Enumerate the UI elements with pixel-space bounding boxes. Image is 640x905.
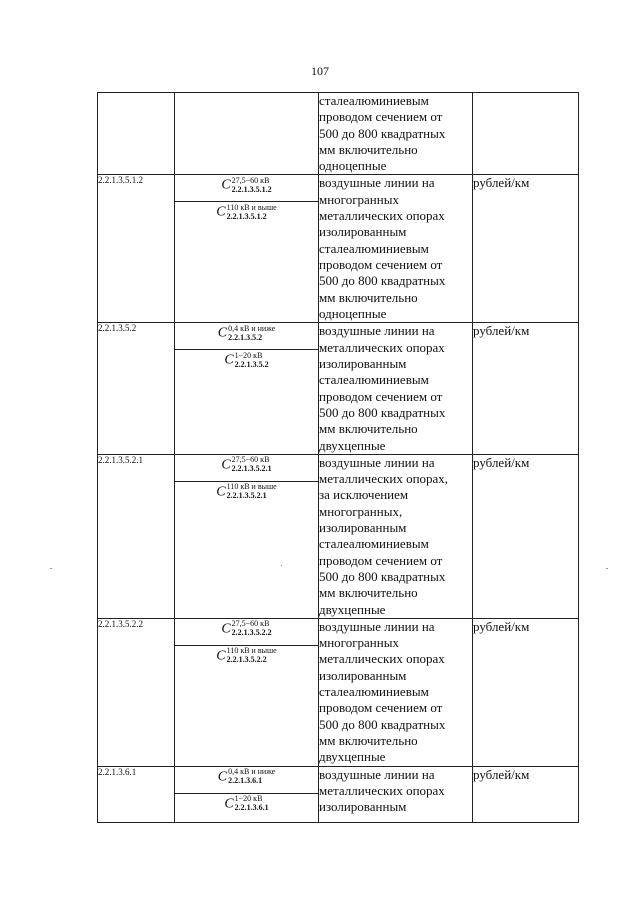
cost-symbol — [175, 768, 318, 786]
symbol-letter: C — [221, 177, 231, 193]
symbol-cell — [175, 618, 319, 766]
description-line: 500 до 800 квадратных — [319, 716, 446, 732]
description-line: за исключением — [319, 487, 409, 503]
cost-symbol — [175, 176, 318, 194]
symbol-letter: C — [216, 484, 226, 500]
row-description — [319, 175, 473, 323]
cost-symbol — [175, 483, 318, 501]
symbol-superscript: 27,5−60 кВ — [231, 175, 270, 185]
table-row — [98, 454, 579, 618]
table-body — [98, 93, 579, 823]
description-line: мм включительно — [319, 732, 418, 748]
description-line: металлических опорах, — [319, 471, 449, 487]
row-unit: рублей/км — [473, 454, 579, 618]
symbol-cell — [175, 175, 319, 323]
symbol-subscript: 2.2.1.3.5.2.1 — [226, 491, 267, 501]
cost-symbol — [175, 203, 318, 221]
description-line: проводом сечением от — [319, 109, 443, 125]
symbol-superscript: 110 кВ и выше — [226, 482, 277, 492]
symbol-letter: C — [217, 769, 228, 785]
row-unit: рублей/км — [473, 766, 579, 822]
cost-symbol — [175, 351, 318, 369]
row-code: 2.2.1.3.5.1.2 — [98, 175, 175, 323]
symbol-letter: C — [217, 325, 228, 341]
row-description — [319, 323, 473, 454]
description-line: мм включительно — [319, 289, 418, 305]
symbol-cell — [175, 323, 319, 454]
tariff-table — [97, 92, 579, 823]
symbol-superscript: 1−20 кВ — [234, 350, 263, 360]
table-row — [98, 175, 579, 323]
description-line: многогранных — [319, 191, 399, 207]
table-row — [98, 93, 579, 175]
symbol-subscript: 2.2.1.3.5.2.2 — [226, 655, 267, 665]
description-line: изолированным — [319, 356, 407, 372]
row-code: 2.2.1.3.5.2 — [98, 323, 175, 454]
description-line: сталеалюминиевым — [319, 372, 429, 388]
symbol-cell — [175, 766, 319, 822]
row-code: 2.2.1.3.5.2.2 — [98, 618, 175, 766]
description-line: проводом сечением от — [319, 388, 443, 404]
description-line: мм включительно — [319, 141, 418, 157]
scan-dot — [281, 565, 282, 566]
symbol-letter: C — [216, 648, 226, 664]
description-line: двухцепные — [319, 601, 386, 617]
symbol-superscript: 0,4 кВ и ниже — [228, 767, 276, 777]
table-row — [98, 766, 579, 822]
description-line: изолированным — [319, 224, 407, 240]
symbol-superscript: 110 кВ и выше — [226, 646, 277, 656]
description-line: мм включительно — [319, 585, 418, 601]
description-line: металлических опорах — [319, 339, 445, 355]
symbol-subscript: 2.2.1.3.5.1.2 — [231, 184, 272, 194]
scan-mark-right — [606, 568, 608, 569]
description-line: проводом сечением от — [319, 256, 443, 272]
row-description — [319, 618, 473, 766]
description-line: металлических опорах — [319, 208, 445, 224]
row-description — [319, 766, 473, 822]
symbol-letter: C — [221, 457, 231, 473]
cost-symbol — [175, 456, 318, 474]
description-line: изолированным — [319, 520, 407, 536]
symbol-subscript: 2.2.1.3.5.2.2 — [231, 628, 272, 638]
description-line: двухцепные — [319, 437, 386, 453]
description-line: сталеалюминиевым — [319, 684, 429, 700]
symbol-letter: C — [216, 204, 226, 220]
symbol-superscript: 1−20 кВ — [234, 794, 263, 804]
row-code: 2.2.1.3.6.1 — [98, 766, 175, 822]
row-description — [319, 93, 473, 175]
symbol-subscript: 2.2.1.3.5.1.2 — [226, 211, 267, 221]
row-code: 2.2.1.3.5.2.1 — [98, 454, 175, 618]
symbol-superscript: 27,5−60 кВ — [231, 455, 270, 465]
symbol-letter: C — [224, 352, 234, 368]
description-line: сталеалюминиевым — [319, 93, 429, 108]
row-unit: рублей/км — [473, 618, 579, 766]
row-description — [319, 454, 473, 618]
table-row — [98, 618, 579, 766]
cost-symbol — [175, 620, 318, 638]
symbol-subscript: 2.2.1.3.6.1 — [234, 803, 269, 813]
description-line: проводом сечением от — [319, 552, 443, 568]
symbol-cell — [175, 93, 319, 175]
description-line: сталеалюминиевым — [319, 240, 429, 256]
description-line: двухцепные — [319, 749, 386, 765]
description-line: одноцепные — [319, 305, 387, 321]
description-line: воздушные линии на — [319, 323, 435, 339]
description-line: 500 до 800 квадратных — [319, 404, 446, 420]
description-line: металлических опорах — [319, 651, 445, 667]
row-code — [98, 93, 175, 175]
description-line: одноцепные — [319, 158, 387, 174]
symbol-superscript: 0,4 кВ и ниже — [228, 323, 276, 333]
symbol-subscript: 2.2.1.3.5.2.1 — [231, 464, 272, 474]
row-unit: рублей/км — [473, 323, 579, 454]
cost-symbol — [175, 324, 318, 342]
table-row — [98, 323, 579, 454]
description-line: многогранных — [319, 635, 399, 651]
description-line: 500 до 800 квадратных — [319, 273, 446, 289]
scan-mark-left — [50, 568, 52, 569]
symbol-subscript: 2.2.1.3.6.1 — [228, 776, 263, 786]
description-line: воздушные линии на — [319, 618, 435, 634]
description-line: воздушные линии на — [319, 454, 435, 470]
description-line: металлических опорах — [319, 783, 445, 799]
description-line: воздушные линии на — [319, 766, 435, 782]
description-line: воздушные линии на — [319, 175, 435, 191]
symbol-superscript: 110 кВ и выше — [226, 202, 277, 212]
description-line: 500 до 800 квадратных — [319, 568, 446, 584]
description-line: мм включительно — [319, 421, 418, 437]
cost-symbol — [175, 647, 318, 665]
description-line: сталеалюминиевым — [319, 536, 429, 552]
cost-symbol — [175, 795, 318, 813]
symbol-letter: C — [221, 621, 231, 637]
symbol-letter: C — [224, 796, 234, 812]
row-unit: рублей/км — [473, 175, 579, 323]
symbol-cell — [175, 454, 319, 618]
page-number: 107 — [311, 64, 329, 78]
symbol-subscript: 2.2.1.3.5.2 — [228, 332, 263, 342]
description-line: изолированным — [319, 799, 407, 815]
row-unit — [473, 93, 579, 175]
description-line: многогранных, — [319, 503, 403, 519]
description-line: изолированным — [319, 667, 407, 683]
symbol-superscript: 27,5−60 кВ — [231, 619, 270, 629]
description-line: 500 до 800 квадратных — [319, 125, 446, 141]
symbol-subscript: 2.2.1.3.5.2 — [234, 359, 269, 369]
description-line: проводом сечением от — [319, 700, 443, 716]
